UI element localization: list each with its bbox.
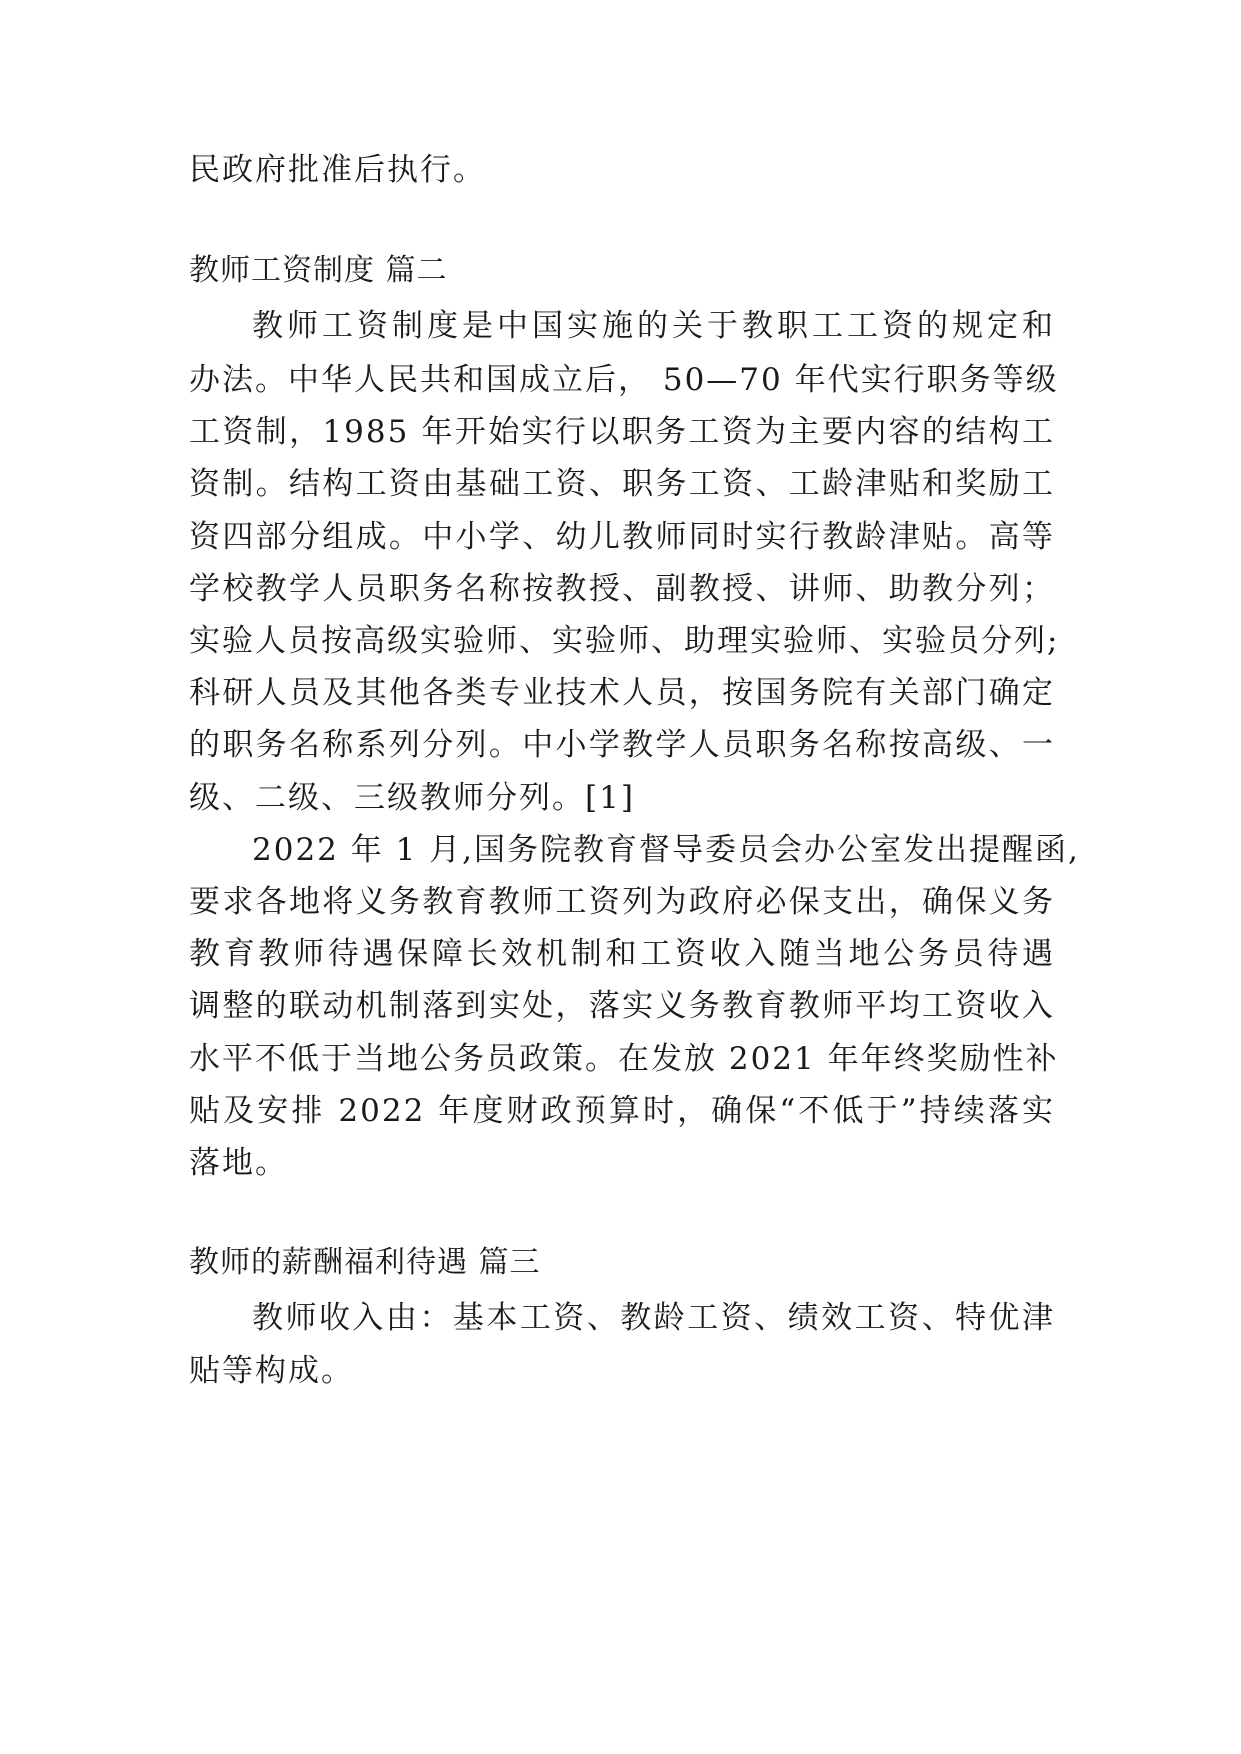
text-line: 教育教师待遇保障长效机制和工资收入随当地公务员待遇 — [189, 936, 1055, 972]
text-line: 科研人员及其他各类专业技术人员，按国务院有关部门确定 — [189, 675, 1055, 711]
section-heading: 教师工资制度 篇二 — [189, 253, 448, 288]
text-line: 2022 年 1 月,国务院教育督导委员会办公室发出提醒函, — [252, 832, 1080, 868]
text-line: 调整的联动机制落到实处，落实义务教育教师平均工资收入 — [189, 988, 1055, 1024]
text-line: 的职务名称系列分列。中小学教学人员职务名称按高级、一 — [189, 727, 1055, 763]
text-line: 水平不低于当地公务员政策。在发放 2021 年年终奖励性补 — [189, 1041, 1059, 1077]
text-line: 民政府批准后执行。 — [189, 152, 486, 188]
text-line: 资四部分组成。中小学、幼儿教师同时实行教龄津贴。高等 — [189, 519, 1055, 555]
section-heading: 教师的薪酬福利待遇 篇三 — [189, 1245, 541, 1280]
text-line: 教师收入由：基本工资、教龄工资、绩效工资、特优津 — [252, 1300, 1055, 1336]
text-line: 实验人员按高级实验师、实验师、助理实验师、实验员分列; — [189, 623, 1060, 659]
text-line: 工资制，1985 年开始实行以职务工资为主要内容的结构工 — [189, 414, 1055, 450]
text-line: 落地。 — [189, 1145, 288, 1181]
text-line: 资制。结构工资由基础工资、职务工资、工龄津贴和奖励工 — [189, 466, 1055, 502]
text-line: 要求各地将义务教育教师工资列为政府必保支出，确保义务 — [189, 884, 1055, 920]
text-line: 贴等构成。 — [189, 1353, 354, 1389]
text-line: 学校教学人员职务名称按教授、副教授、讲师、助教分列； — [189, 571, 1055, 607]
text-line: 教师工资制度是中国实施的关于教职工工资的规定和 — [252, 308, 1055, 344]
text-line: 办法。中华人民共和国成立后， 50—70 年代实行职务等级 — [189, 362, 1059, 398]
text-line: 级、二级、三级教师分列。[1] — [189, 780, 635, 816]
text-line: 贴及安排 2022 年度财政预算时，确保“不低于”持续落实 — [189, 1093, 1055, 1129]
